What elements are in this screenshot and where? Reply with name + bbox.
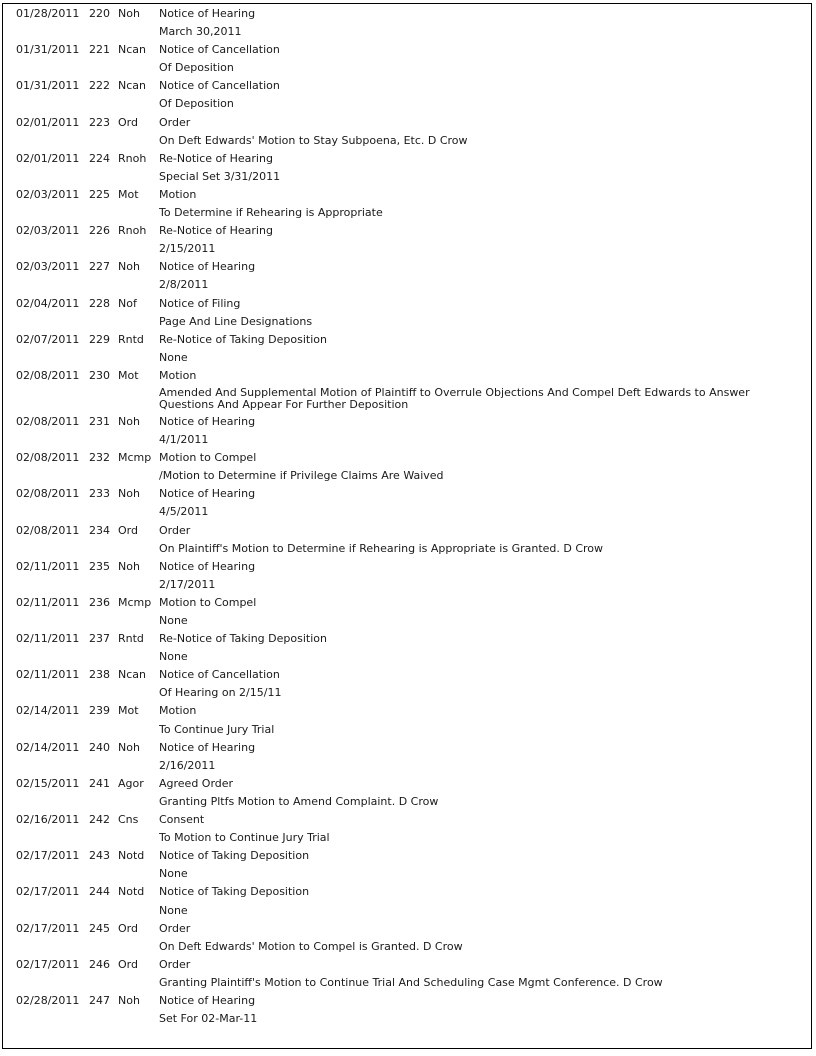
entry-description: To Determine if Rehearing is Appropriate: [159, 206, 383, 220]
entry-date: 02/03/2011: [16, 187, 80, 201]
entry-date: 02/03/2011: [16, 260, 80, 274]
entry-description: Granting Pltfs Motion to Amend Complaint. D Crow: [159, 794, 439, 808]
docket-entry: [2, 258, 812, 294]
docket-entry: [2, 702, 812, 738]
entry-description: 2/8/2011: [159, 278, 209, 292]
entry-number: 223: [89, 115, 110, 129]
entry-description: On Deft Edwards' Motion to Compel is Granted. D Crow: [159, 939, 463, 953]
entry-description: None: [159, 614, 188, 627]
entry-code: Noh: [118, 487, 140, 501]
entry-code: Rntd: [118, 632, 144, 646]
entry-number: 230: [89, 368, 110, 382]
entry-date: 02/03/2011: [16, 224, 80, 238]
docket-entry-header: [2, 956, 812, 974]
entry-description: 4/1/2011: [159, 433, 209, 447]
docket-entry: [2, 956, 812, 992]
entry-date: 02/11/2011: [16, 559, 80, 573]
docket-entry: [2, 413, 812, 449]
docket-entry: [2, 666, 812, 702]
entry-title: Notice of Hearing: [159, 487, 256, 501]
entry-title: Motion: [159, 368, 197, 382]
entry-date: 01/31/2011: [16, 79, 80, 93]
entry-description: Of Deposition: [159, 97, 234, 111]
docket-entry-header: [2, 485, 812, 503]
entry-number: 234: [89, 523, 110, 537]
docket-entry-header: [2, 630, 812, 648]
entry-title: Motion to Compel: [159, 451, 257, 465]
entry-title: Notice of Cancellation: [159, 668, 280, 682]
docket-entry: [2, 630, 812, 666]
entry-number: 235: [89, 559, 110, 573]
entry-number: 237: [89, 632, 110, 646]
docket-entry: [2, 331, 812, 367]
entry-code: Notd: [118, 885, 145, 899]
entry-number: 242: [89, 813, 110, 827]
entry-title: Motion: [159, 704, 197, 718]
entry-number: 229: [89, 332, 110, 346]
docket-entry-header: [2, 77, 812, 95]
entry-title: Notice of Hearing: [159, 260, 256, 274]
entry-code: Noh: [118, 260, 140, 274]
entry-date: 02/01/2011: [16, 115, 80, 129]
entry-title: Notice of Hearing: [159, 740, 256, 754]
entry-description: None: [159, 350, 188, 364]
entry-date: 02/17/2011: [16, 921, 80, 935]
entry-description: Page And Line Designations: [159, 314, 313, 328]
entry-date: 02/08/2011: [16, 414, 80, 428]
docket-entry: [2, 811, 812, 847]
entry-date: 02/17/2011: [16, 885, 80, 899]
entry-description: On Plaintiff's Motion to Determine if Rehearing is Appropriate is Granted. D Crow: [159, 541, 604, 555]
docket-entry-header: [2, 522, 812, 540]
entry-title: Agreed Order: [159, 776, 234, 790]
entry-title: Re-Notice of Taking Deposition: [159, 332, 327, 346]
entry-title: Notice of Hearing: [159, 993, 256, 1007]
entry-title: Notice of Taking Deposition: [159, 849, 310, 863]
docket-entry-header: [2, 114, 812, 132]
docket-entry-header: [2, 295, 812, 313]
entry-date: 02/11/2011: [16, 632, 80, 646]
entry-date: 02/08/2011: [16, 451, 80, 465]
docket-entry: [2, 77, 812, 113]
docket-entry: [2, 594, 812, 630]
entry-code: Ncan: [118, 43, 146, 57]
docket-entry: [2, 295, 812, 331]
entry-date: 02/17/2011: [16, 957, 80, 971]
entry-code: Ncan: [118, 79, 146, 93]
entry-description: Granting Plaintiff's Motion to Continue Trial And Scheduling Case Mgmt Conference. D Crow: [159, 975, 663, 989]
docket-entry: [2, 992, 812, 1028]
entry-title: Notice of Cancellation: [159, 79, 280, 93]
entry-code: Ord: [118, 921, 138, 935]
docket-entry: [2, 5, 812, 41]
entry-number: 232: [89, 451, 110, 465]
entry-date: 02/04/2011: [16, 296, 80, 310]
docket-entry-header: [2, 811, 812, 829]
docket-entry-header: [2, 150, 812, 168]
entry-code: Mcmp: [118, 451, 152, 465]
docket-entry: [2, 485, 812, 521]
docket-entry: [2, 449, 812, 485]
entry-code: Nof: [118, 296, 137, 310]
entry-title: Notice of Hearing: [159, 7, 256, 20]
entry-code: Noh: [118, 414, 140, 428]
entry-code: Rntd: [118, 332, 144, 346]
entry-code: Mot: [118, 187, 139, 201]
docket-entry-header: [2, 331, 812, 349]
entry-number: 227: [89, 260, 110, 274]
entry-description: Amended And Supplemental Motion of Plaintiff to Overrule Objections And Compel Deft Edwards to Answer Questions And Appear For Further Deposition: [159, 385, 750, 411]
entry-description: Special Set 3/31/2011: [159, 169, 281, 183]
docket-entry: [2, 222, 812, 258]
docket-entry: [2, 920, 812, 956]
entry-description: 4/5/2011: [159, 505, 209, 519]
docket-entry-header: [2, 992, 812, 1010]
docket-entry-header: [2, 920, 812, 938]
docket-entry-header: [2, 413, 812, 431]
entry-description: March 30,2011: [159, 25, 242, 39]
entry-number: 241: [89, 776, 110, 790]
entry-title: Notice of Cancellation: [159, 43, 280, 57]
entry-title: Re-Notice of Taking Deposition: [159, 632, 327, 646]
entry-code: Mcmp: [118, 595, 152, 609]
entry-description: None: [159, 867, 188, 881]
entry-description: To Continue Jury Trial: [159, 722, 275, 736]
entry-number: 247: [89, 993, 110, 1007]
entry-number: 220: [89, 7, 110, 20]
entry-description: None: [159, 903, 188, 917]
entry-number: 226: [89, 224, 110, 238]
docket-entry-header: [2, 594, 812, 612]
entry-description: 2/17/2011: [159, 577, 216, 591]
docket-entry-header: [2, 847, 812, 865]
docket-entry-header: [2, 666, 812, 684]
entry-number: 243: [89, 849, 110, 863]
entry-code: Noh: [118, 993, 140, 1007]
docket-entry-header: [2, 367, 812, 385]
entry-title: Motion: [159, 187, 197, 201]
entry-number: 228: [89, 296, 110, 310]
entry-code: Mot: [118, 704, 139, 718]
entry-title: Motion to Compel: [159, 595, 257, 609]
entry-date: 02/11/2011: [16, 668, 80, 682]
entry-title: Re-Notice of Hearing: [159, 224, 273, 238]
entry-title: Notice of Hearing: [159, 559, 256, 573]
docket-entry-header: [2, 258, 812, 276]
entry-date: 02/08/2011: [16, 487, 80, 501]
entry-description: 2/15/2011: [159, 242, 216, 256]
entry-code: Notd: [118, 849, 145, 863]
docket-entry: [2, 739, 812, 775]
entry-title: Notice of Filing: [159, 296, 241, 310]
entry-number: 239: [89, 704, 110, 718]
entry-date: 02/08/2011: [16, 523, 80, 537]
entry-number: 224: [89, 151, 110, 165]
entry-number: 221: [89, 43, 110, 57]
entry-description: Of Deposition: [159, 61, 234, 75]
entry-date: 02/01/2011: [16, 151, 80, 165]
entry-title: Order: [159, 957, 191, 971]
entry-description: Of Hearing on 2/15/11: [159, 686, 282, 700]
entry-number: 231: [89, 414, 110, 428]
docket-entries: [2, 5, 812, 1028]
entry-code: Cns: [118, 813, 139, 827]
docket-entry-header: [2, 449, 812, 467]
entry-date: 02/17/2011: [16, 849, 80, 863]
entry-date: 02/16/2011: [16, 813, 80, 827]
docket-entry-header: [2, 222, 812, 240]
entry-code: Rnoh: [118, 151, 147, 165]
entry-number: 245: [89, 921, 110, 935]
entry-title: Consent: [159, 813, 205, 827]
entry-date: 01/28/2011: [16, 7, 80, 20]
docket-entry: [2, 114, 812, 150]
entry-number: 240: [89, 740, 110, 754]
entry-code: Noh: [118, 559, 140, 573]
docket-entry: [2, 367, 812, 413]
entry-code: Noh: [118, 7, 140, 20]
docket-entry: [2, 847, 812, 883]
entry-description: 2/16/2011: [159, 758, 216, 772]
docket-entry-header: [2, 883, 812, 901]
entry-number: 246: [89, 957, 110, 971]
entry-title: Order: [159, 115, 191, 129]
entry-date: 02/14/2011: [16, 740, 80, 754]
entry-title: Re-Notice of Hearing: [159, 151, 273, 165]
docket-entry-header: [2, 739, 812, 757]
entry-date: 02/07/2011: [16, 332, 80, 346]
entry-date: 02/08/2011: [16, 368, 80, 382]
entry-code: Ord: [118, 523, 138, 537]
docket-entry-header: [2, 41, 812, 59]
entry-date: 01/31/2011: [16, 43, 80, 57]
entry-description: Set For 02-Mar-11: [159, 1012, 258, 1026]
entry-code: Noh: [118, 740, 140, 754]
entry-code: Rnoh: [118, 224, 147, 238]
docket-entry: [2, 186, 812, 222]
entry-date: 02/11/2011: [16, 595, 80, 609]
entry-date: 02/28/2011: [16, 993, 80, 1007]
docket-entry-header: [2, 186, 812, 204]
entry-number: 225: [89, 187, 110, 201]
entry-title: Notice of Taking Deposition: [159, 885, 310, 899]
entry-number: 236: [89, 595, 110, 609]
docket-entry-header: [2, 5, 812, 23]
docket-entry: [2, 883, 812, 919]
entry-description: None: [159, 650, 188, 664]
entry-code: Ord: [118, 957, 138, 971]
entry-date: 02/14/2011: [16, 704, 80, 718]
docket-entry-header: [2, 775, 812, 793]
entry-title: Order: [159, 523, 191, 537]
entry-code: Mot: [118, 368, 139, 382]
entry-number: 238: [89, 668, 110, 682]
docket-entry: [2, 558, 812, 594]
docket-entry: [2, 775, 812, 811]
entry-number: 233: [89, 487, 110, 501]
entry-code: Ncan: [118, 668, 146, 682]
docket-entry: [2, 150, 812, 186]
entry-code: Agor: [118, 776, 144, 790]
docket-entry-header: [2, 702, 812, 720]
docket-entry-header: [2, 558, 812, 576]
entry-description: On Deft Edwards' Motion to Stay Subpoena, Etc. D Crow: [159, 133, 468, 147]
entry-title: Notice of Hearing: [159, 414, 256, 428]
entry-date: 02/15/2011: [16, 776, 80, 790]
entry-title: Order: [159, 921, 191, 935]
entry-number: 244: [89, 885, 110, 899]
docket-entry: [2, 41, 812, 77]
entry-code: Ord: [118, 115, 138, 129]
docket-entry: [2, 522, 812, 558]
entry-description: /Motion to Determine if Privilege Claims Are Waived: [159, 469, 444, 483]
entry-description: To Motion to Continue Jury Trial: [159, 831, 330, 845]
entry-number: 222: [89, 79, 110, 93]
